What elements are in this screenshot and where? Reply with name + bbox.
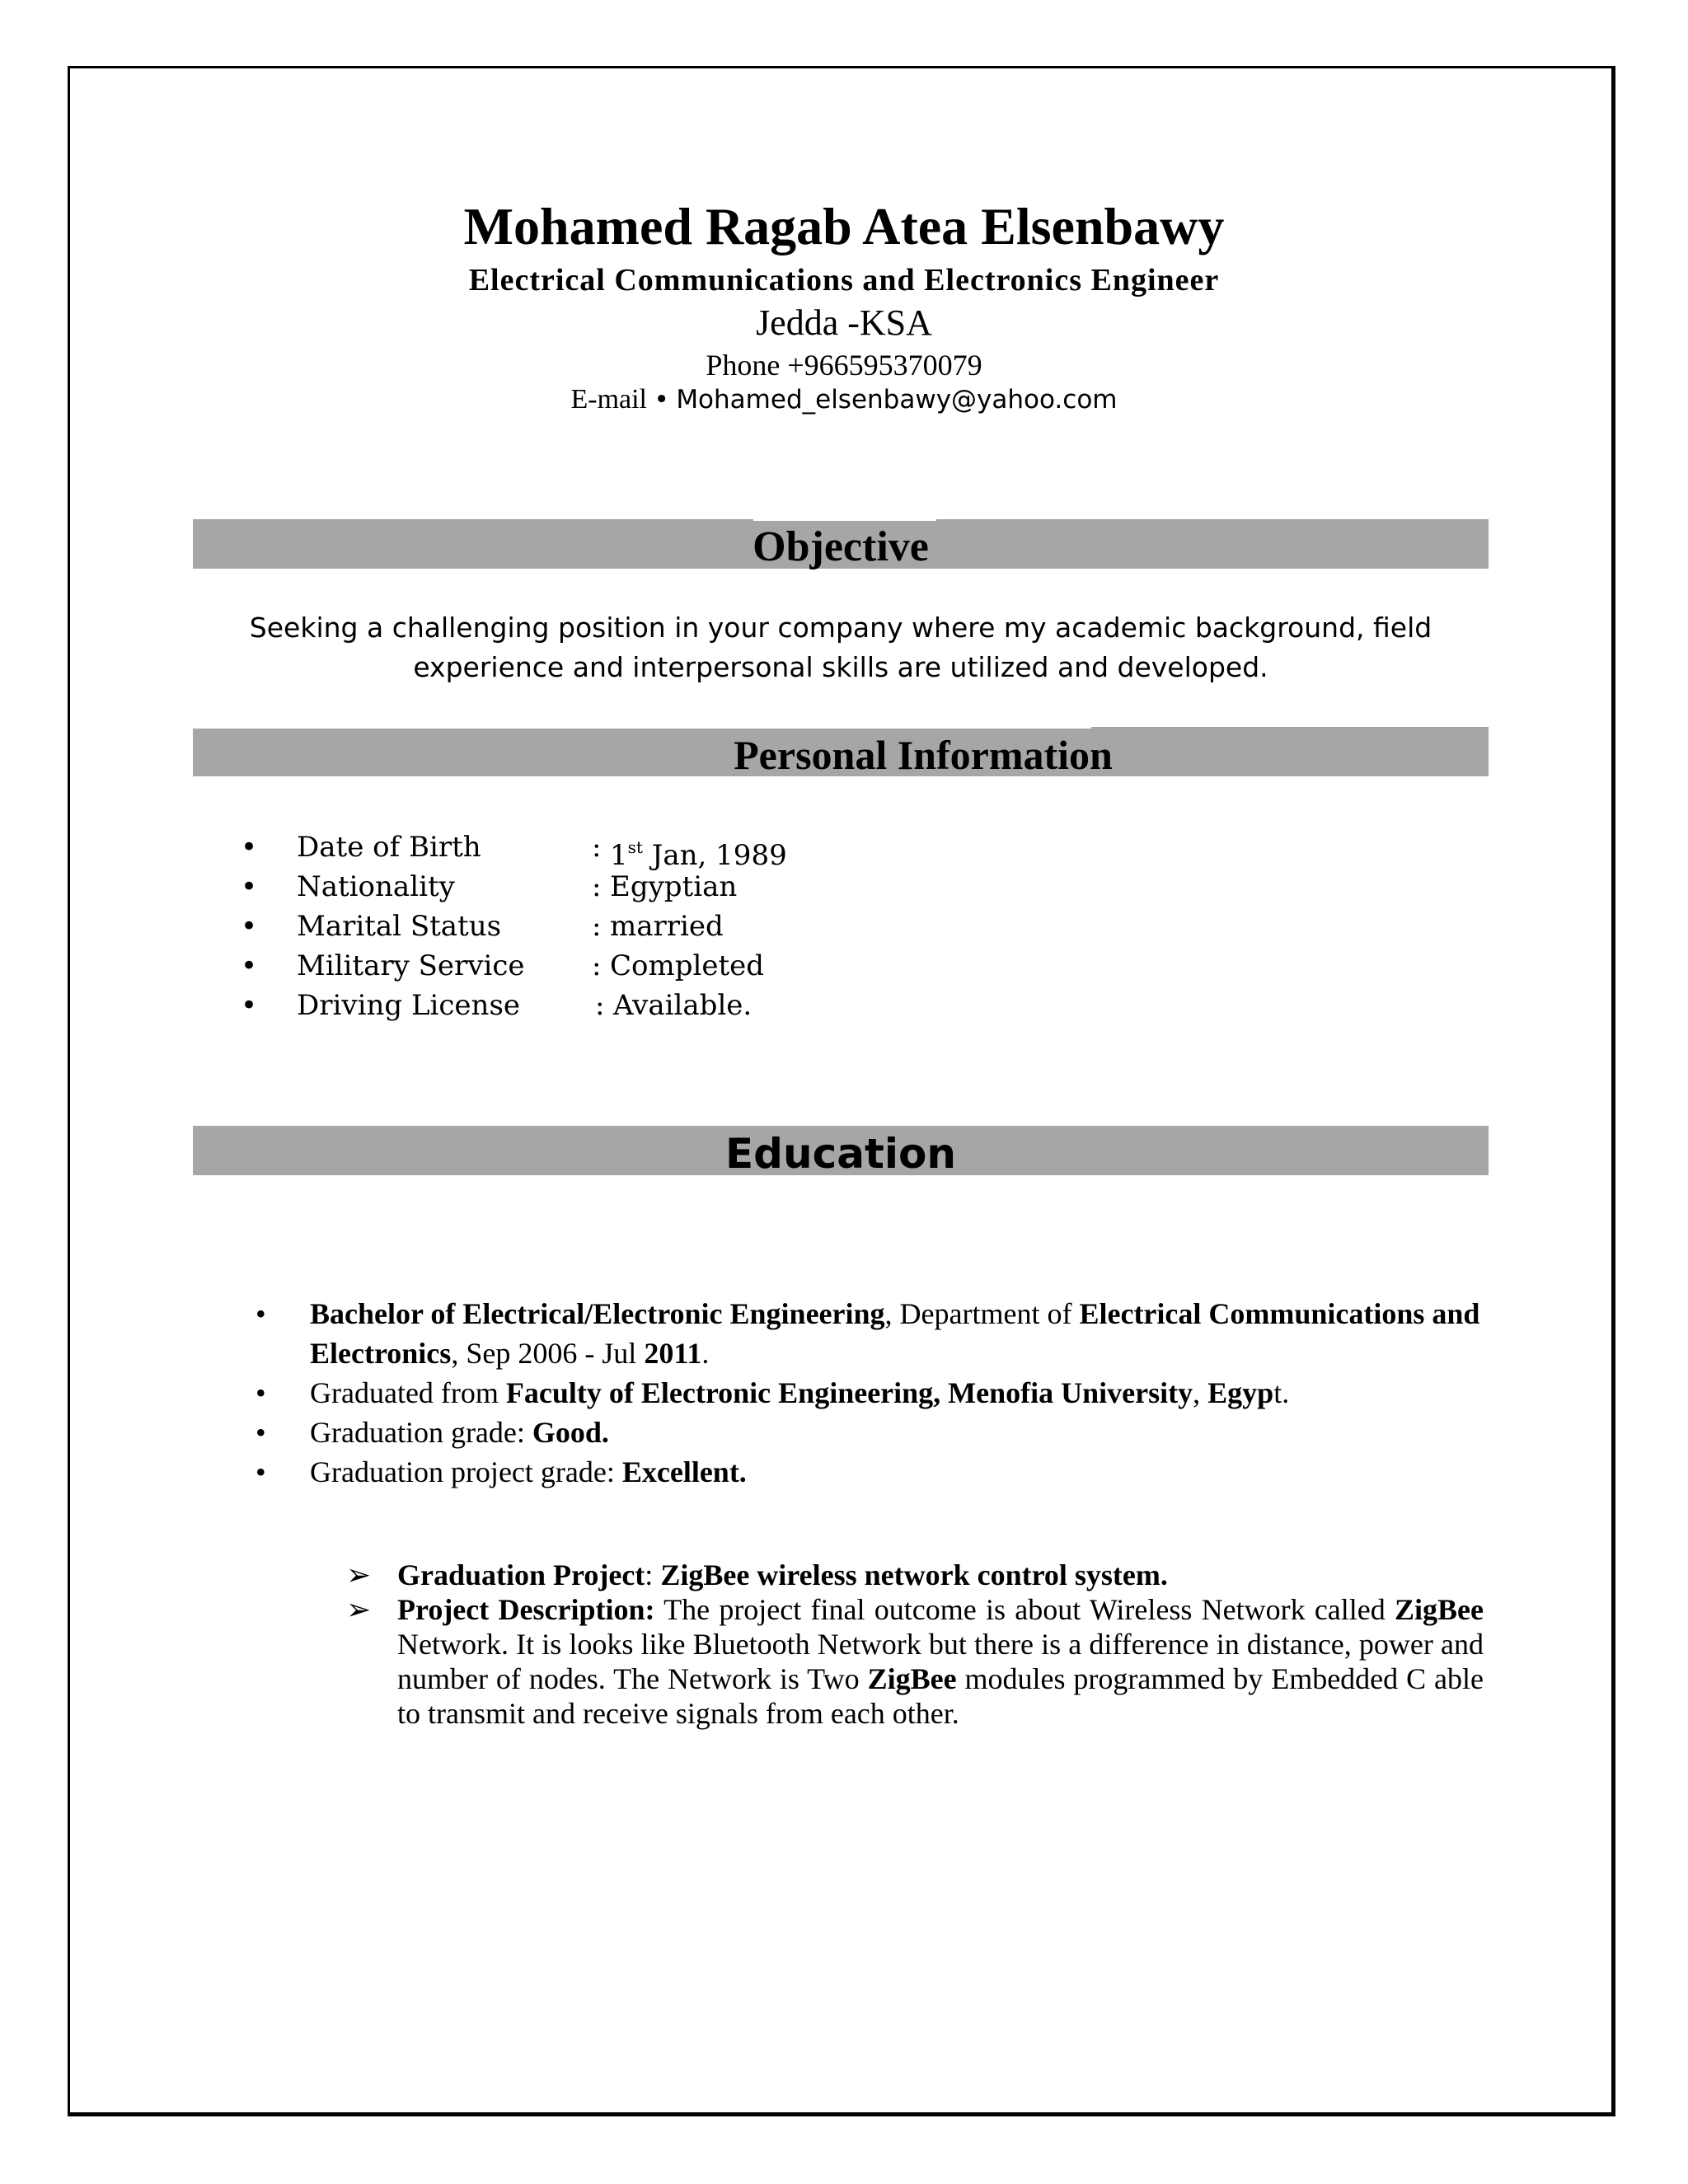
item-period: . — [701, 1337, 710, 1370]
education-heading: Education — [725, 1130, 956, 1178]
grade-value: Good. — [532, 1416, 609, 1449]
bullet-icon: • — [241, 910, 258, 943]
info-value: Egyptian — [610, 870, 738, 903]
info-value: Available. — [613, 989, 753, 1022]
header-tab — [753, 516, 936, 521]
info-value: married — [610, 910, 724, 943]
location: Jedda -KSA — [756, 302, 932, 343]
info-label: Driving License — [297, 989, 521, 1022]
objective-section-header — [193, 519, 1489, 569]
study-dates: , Sep 2006 - Jul — [451, 1337, 645, 1370]
personal-info-section-header — [193, 727, 1489, 776]
project-title: ZigBee wireless network control system. — [660, 1558, 1168, 1591]
arrow-bullet-icon: ➢ — [346, 1593, 372, 1626]
info-value-day: 1 — [610, 839, 628, 872]
list-item — [256, 1452, 1492, 1492]
comma: , — [1193, 1376, 1208, 1409]
objective-text — [231, 608, 1451, 687]
department-name: Electrical Communications and Electronics — [310, 1297, 1480, 1370]
bullet-icon: • — [256, 1416, 266, 1449]
education-list — [256, 1294, 1492, 1492]
info-separator: : — [592, 831, 602, 864]
objective-line-1: Seeking a challenging position in your company where my academic background, field — [249, 612, 1432, 644]
objective-line-2: experience and interpersonal skills are utilized and developed. — [413, 651, 1268, 683]
info-value-rest: Jan, 1989 — [642, 839, 787, 872]
bullet-icon: • — [241, 870, 258, 903]
info-separator: : — [592, 870, 602, 903]
list-item — [346, 1592, 1484, 1731]
list-item — [256, 1294, 1492, 1373]
objective-heading: Objective — [753, 523, 929, 570]
project-description-label: Project Description: — [397, 1593, 655, 1626]
job-title: Electrical Communications and Electronics Engineer — [468, 263, 1220, 298]
project-description-part-2: Network. It is looks like Bluetooth Network but there is a difference in distance, power and number of nodes. The Network is Two — [397, 1628, 1484, 1695]
info-value: Completed — [610, 949, 765, 982]
arrow-bullet-icon: ➢ — [346, 1558, 372, 1591]
project-description-part-3: modules programmed by Embedded C able to transmit and receive signals from each other. — [397, 1662, 1484, 1730]
bullet-icon: • — [256, 1297, 266, 1330]
project-list — [346, 1558, 1484, 1731]
email-separator: • — [654, 385, 669, 415]
info-label: Marital Status — [297, 910, 502, 943]
bullet-icon: • — [241, 949, 258, 982]
info-separator: : — [592, 949, 602, 982]
bullet-icon: • — [241, 831, 258, 864]
bullet-icon: • — [241, 989, 258, 1022]
info-label: Military Service — [297, 949, 525, 982]
degree-name: Bachelor of Electrical/Electronic Engineering — [310, 1297, 885, 1330]
graduation-year: 2011 — [644, 1337, 702, 1370]
phone: Phone +966595370079 — [706, 349, 982, 382]
email-line — [0, 384, 1688, 415]
candidate-name: Mohamed Ragab Atea Elsenbawy — [463, 197, 1225, 255]
info-value-suffix: st — [627, 837, 643, 857]
list-item — [346, 1558, 1484, 1592]
zigbee-term: ZigBee — [1395, 1593, 1484, 1626]
bullet-icon: • — [256, 1376, 266, 1409]
list-item — [256, 1373, 1492, 1413]
grade-label: Graduation grade: — [310, 1416, 532, 1449]
country-name: Egyp — [1207, 1376, 1274, 1409]
email-label: E-mail — [570, 384, 648, 415]
project-title-label: Graduation Project — [397, 1558, 645, 1591]
info-label: Date of Birth — [297, 831, 481, 864]
project-grade-label: Graduation project grade: — [310, 1455, 622, 1488]
header-tab — [193, 724, 1091, 729]
education-section-header — [193, 1126, 1489, 1178]
bullet-icon: • — [256, 1455, 266, 1488]
info-separator: : — [592, 910, 602, 943]
zigbee-term: ZigBee — [867, 1662, 957, 1695]
project-description-part-1: The project final outcome is about Wireless Network called — [654, 1593, 1395, 1626]
country-tail: t. — [1273, 1376, 1290, 1409]
list-item — [256, 1413, 1492, 1452]
email-address[interactable]: Mohamed_elsenbawy@yahoo.com — [676, 385, 1118, 415]
graduated-from-label: Graduated from — [310, 1376, 506, 1409]
project-title-colon: : — [645, 1558, 661, 1591]
degree-connector: , Department of — [884, 1297, 1080, 1330]
project-grade-value: Excellent. — [621, 1455, 747, 1488]
info-separator: : — [595, 989, 605, 1022]
personal-info-heading: Personal Information — [734, 732, 1113, 778]
info-label: Nationality — [297, 870, 455, 903]
faculty-name: Faculty of Electronic Engineering, Menofia University — [505, 1376, 1193, 1409]
